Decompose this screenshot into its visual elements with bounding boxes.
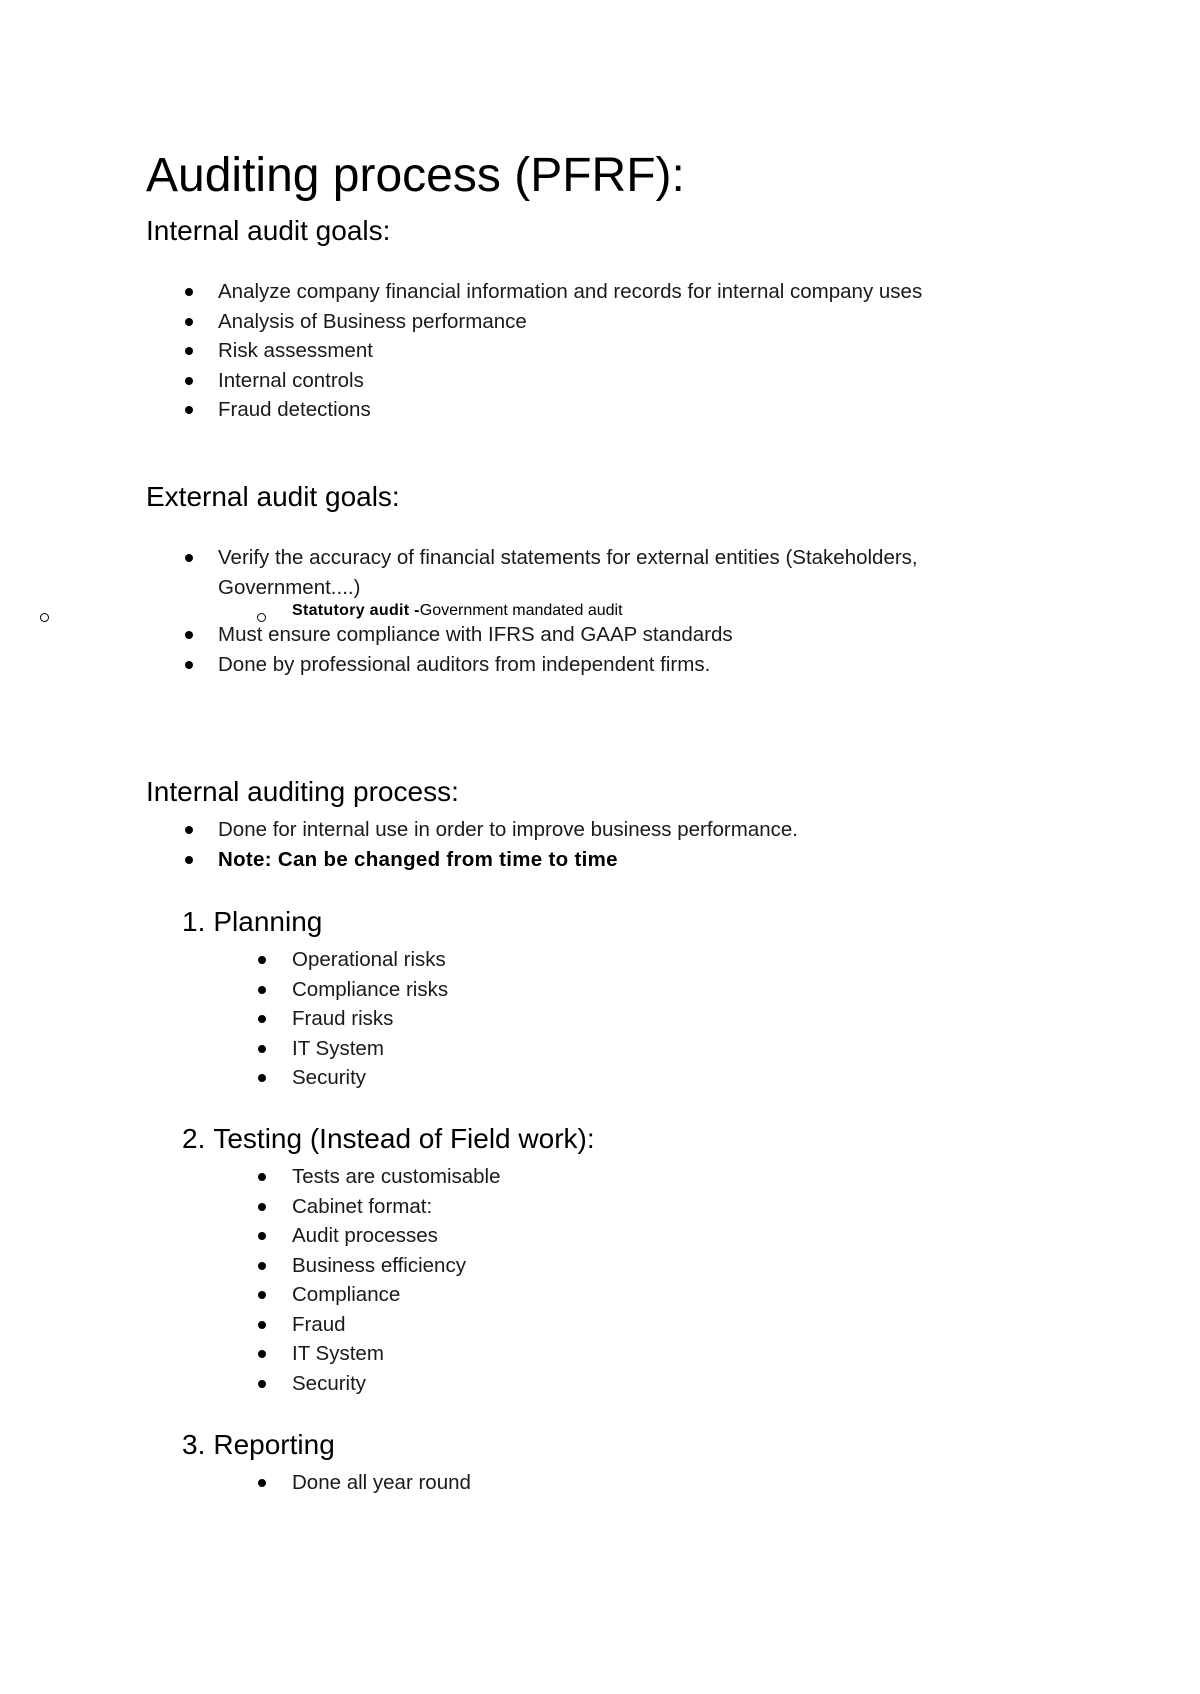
list-item: IT System — [292, 1339, 501, 1369]
step-number: 3. — [182, 1429, 206, 1460]
document-title: Auditing process (PFRF): — [146, 149, 685, 202]
step-title: Planning — [213, 906, 323, 937]
list-item: Done all year round — [292, 1468, 471, 1498]
list-item: Business efficiency — [292, 1251, 501, 1281]
list-item: Analysis of Business performance — [218, 307, 922, 337]
sub-list-item — [0, 602, 998, 620]
internal-goals-list — [218, 277, 922, 425]
list-item: Tests are customisable — [292, 1162, 501, 1192]
note-text: Note: Can be changed from time to time — [218, 847, 618, 871]
step-planning-heading — [182, 905, 322, 939]
list-item: Compliance — [292, 1280, 501, 1310]
planning-list — [292, 945, 448, 1093]
list-item: Operational risks — [292, 945, 448, 975]
list-item: Internal controls — [218, 366, 922, 396]
list-item: Risk assessment — [218, 336, 922, 366]
list-item: Verify the accuracy of financial statements for external entities (Stakeholders, Government....) — [218, 543, 998, 602]
step-title: Reporting — [213, 1429, 335, 1460]
list-item: Fraud detections — [218, 395, 922, 425]
statutory-audit-text: Government mandated audit — [419, 602, 623, 619]
list-item: Analyze company financial information and records for internal company uses — [218, 277, 922, 307]
internal-process-list — [218, 815, 798, 874]
list-item: Cabinet format: — [292, 1192, 501, 1222]
list-item: Must ensure compliance with IFRS and GAAP standards — [218, 620, 998, 650]
statutory-audit-label: Statutory audit - — [292, 602, 420, 619]
reporting-list — [292, 1468, 471, 1498]
step-number: 1. — [182, 906, 206, 937]
internal-goals-heading: Internal audit goals: — [146, 215, 391, 246]
list-item: Security — [292, 1369, 501, 1399]
list-item: Compliance risks — [292, 975, 448, 1005]
list-item: Fraud — [292, 1310, 501, 1340]
list-item: IT System — [292, 1034, 448, 1064]
external-goals-list — [218, 543, 998, 679]
list-item: Done by professional auditors from independent firms. — [218, 650, 998, 680]
step-number: 2. — [182, 1123, 206, 1154]
list-item: Done for internal use in order to improve business performance. — [218, 815, 798, 845]
step-testing-heading — [182, 1122, 595, 1156]
list-item: Fraud risks — [292, 1004, 448, 1034]
external-goals-heading: External audit goals: — [146, 481, 400, 512]
list-item: Security — [292, 1063, 448, 1093]
step-title: Testing (Instead of Field work): — [213, 1123, 595, 1154]
list-item: Audit processes — [292, 1221, 501, 1251]
internal-process-heading: Internal auditing process: — [146, 776, 459, 807]
step-reporting-heading — [182, 1428, 335, 1462]
note-item — [218, 845, 798, 875]
testing-list — [292, 1162, 501, 1398]
